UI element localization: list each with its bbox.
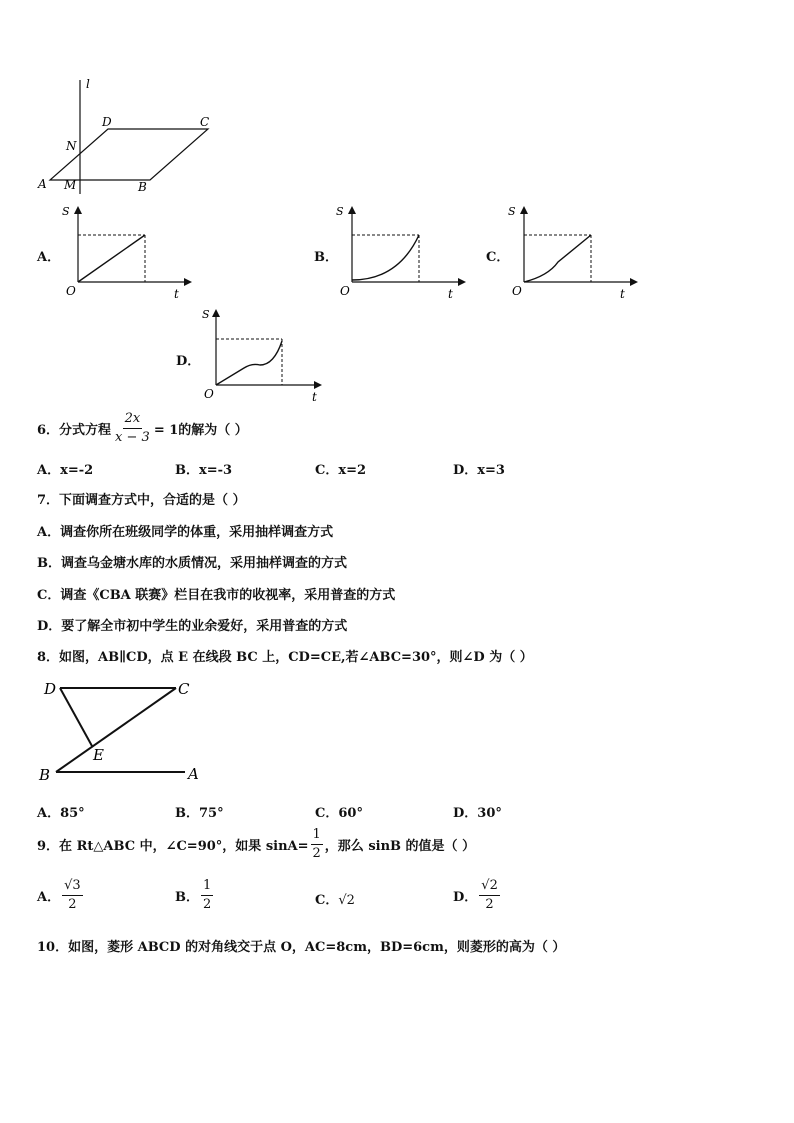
q9-fraction xyxy=(311,826,323,863)
graph-b-letter: B． xyxy=(314,250,338,265)
graph-a-letter: A． xyxy=(37,250,61,265)
q6-suffix: = 1的解为（ ） xyxy=(153,423,248,438)
segment-de xyxy=(60,688,92,746)
q9-option-c-value: √2 xyxy=(338,893,355,908)
q6-option-a[interactable]: A．x=-2 xyxy=(37,463,94,478)
q9-option-a-den: 2 xyxy=(68,897,77,912)
label-l: l xyxy=(86,77,90,91)
parallelogram-abcd xyxy=(50,129,208,180)
q8-label-d: D xyxy=(44,680,57,698)
q6-stem xyxy=(37,410,248,447)
graph-c-letter: C． xyxy=(486,250,510,265)
graph-c-o: O xyxy=(512,284,522,298)
graph-a-o: O xyxy=(66,284,76,298)
q9-option-d-den: 2 xyxy=(485,897,494,912)
q9-option-a-fraction xyxy=(62,877,83,914)
q8-option-d[interactable]: D．30° xyxy=(453,806,502,821)
q9-option-d-fraction xyxy=(479,877,500,914)
q9-option-a-label: A． xyxy=(37,890,61,905)
q9-option-c[interactable] xyxy=(315,889,355,908)
q9-fraction-den: 2 xyxy=(312,846,321,861)
graph-a-s: S xyxy=(62,205,70,218)
q9-stem xyxy=(37,826,475,863)
q8-label-e: E xyxy=(93,746,104,764)
q7-option-a[interactable]: A．调查你所在班级同学的体重，采用抽样调查方式 xyxy=(37,525,334,540)
graph-c-t: t xyxy=(620,287,625,300)
q7-option-b[interactable]: B．调查乌金塘水库的水质情况，采用抽样调查的方式 xyxy=(37,556,347,571)
graph-c xyxy=(504,200,644,300)
q9-option-b-den: 2 xyxy=(203,897,212,912)
q9-option-d-label: D． xyxy=(453,890,478,905)
label-b: B xyxy=(138,180,147,194)
graph-d-curve xyxy=(216,341,282,385)
q7-option-d[interactable]: D．要了解全市初中学生的业余爱好，采用普查的方式 xyxy=(37,619,348,634)
label-d: D xyxy=(102,115,112,129)
q10-stem: 10．如图，菱形 ABCD 的对角线交于点 O，AC=8cm，BD=6cm，则菱形的高为（ ） xyxy=(37,940,566,955)
q9-suffix: ，那么 sinB 的值是（ ） xyxy=(324,839,476,854)
graph-d-s: S xyxy=(202,308,210,321)
q8-figure xyxy=(30,672,220,787)
graph-d-letter: D． xyxy=(176,354,201,369)
q9-option-d[interactable] xyxy=(453,877,502,914)
q6-option-b[interactable]: B．x=-3 xyxy=(175,463,233,478)
q9-option-a-num: √3 xyxy=(62,877,83,896)
q6-fraction xyxy=(113,410,152,447)
q6-prefix: 6．分式方程 xyxy=(37,423,112,438)
q9-option-a[interactable] xyxy=(37,877,85,914)
q8-label-b: B xyxy=(39,766,51,784)
graph-a-t: t xyxy=(174,287,179,300)
graph-d-o: O xyxy=(204,387,214,401)
label-m: M xyxy=(64,178,77,192)
q9-option-c-label: C． xyxy=(315,893,339,908)
q6-fraction-num: 2x xyxy=(123,410,143,429)
q6-fraction-den: x − 3 xyxy=(115,430,150,445)
label-a: A xyxy=(38,177,47,191)
q9-option-d-num: √2 xyxy=(479,877,500,896)
parallelogram-figure xyxy=(30,72,230,197)
graph-d xyxy=(196,303,336,403)
q9-option-b[interactable] xyxy=(175,877,215,914)
q9-fraction-num: 1 xyxy=(311,826,323,845)
q8-option-b[interactable]: B．75° xyxy=(175,806,224,821)
segment-bc xyxy=(56,688,176,772)
q9-prefix: 9．在 Rt△ABC 中，∠C=90°，如果 sinA= xyxy=(37,839,309,854)
graph-b-curve xyxy=(352,235,419,280)
q8-label-a: A xyxy=(188,765,199,783)
label-c: C xyxy=(200,115,210,129)
graph-c-s: S xyxy=(508,205,516,218)
graph-d-t: t xyxy=(312,390,317,403)
q9-option-b-label: B． xyxy=(175,890,199,905)
q8-stem: 8．如图，AB∥CD，点 E 在线段 BC 上，CD=CE,若∠ABC=30°，则∠D 为（ ） xyxy=(37,650,533,665)
q7-stem: 7．下面调查方式中，合适的是（ ） xyxy=(37,493,246,508)
q8-label-c: C xyxy=(178,680,190,698)
q8-option-a[interactable]: A．85° xyxy=(37,806,85,821)
q9-option-b-fraction xyxy=(201,877,213,914)
graph-a-curve xyxy=(78,235,145,282)
graph-b-s: S xyxy=(336,205,344,218)
graph-b-t: t xyxy=(448,287,453,300)
label-n: N xyxy=(66,139,77,153)
graph-b-o: O xyxy=(340,284,350,298)
graph-b xyxy=(332,200,472,300)
graph-a xyxy=(58,200,198,300)
q8-option-c[interactable]: C．60° xyxy=(315,806,363,821)
q6-option-c[interactable]: C．x=2 xyxy=(315,463,367,478)
graph-c-curve xyxy=(524,235,591,282)
q9-option-b-num: 1 xyxy=(201,877,213,896)
q6-option-d[interactable]: D．x=3 xyxy=(453,463,505,478)
q7-option-c[interactable]: C．调查《CBA 联赛》栏目在我市的收视率，采用普查的方式 xyxy=(37,588,396,603)
